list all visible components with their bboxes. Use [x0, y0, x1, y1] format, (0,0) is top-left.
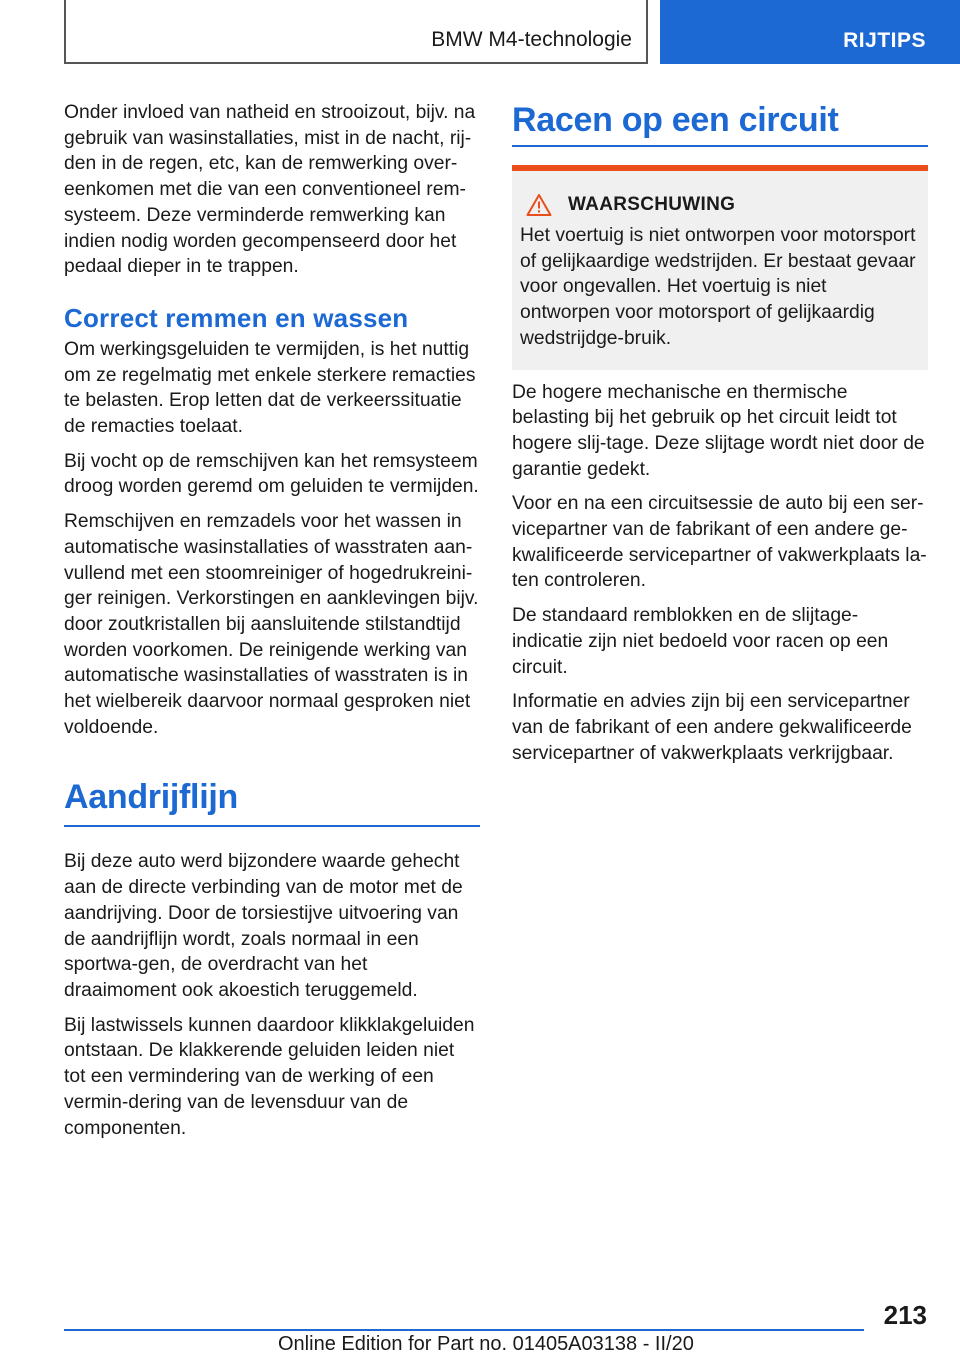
paragraph: Informatie en advies zijn bij een servicepartner van de fabrikant of een andere gekwalificeerde servicepartner of vakwerkplaats verkrijgbaar.: [512, 691, 912, 764]
heading-rule: [512, 145, 928, 147]
header-box: [64, 0, 648, 64]
paragraph: Om werkingsgeluiden te vermijden, is het nuttig om ze regelmatig met enkele sterkere remacties te belasten. Erop letten dat de verkeerssituatie de remacties toelaat.: [64, 338, 476, 438]
right-column: [512, 100, 928, 775]
paragraph: De hogere mechanische en thermische belasting bij het gebruik op het circuit leidt tot hogere slij-tage. Deze slijtage wordt niet door de garantie gedekt.: [512, 381, 925, 480]
footer-rule: [64, 1329, 864, 1331]
subheading-correct-remmen: Correct remmen en wassen: [64, 302, 409, 333]
warning-header: [520, 193, 918, 217]
paragraph: Remschijven en remzadels voor het wassen in automatische wasinstallaties of wasstraten aan-vullend met een stoomreiniger of hogedrukreini-ger reinigen. Verkorstingen en aanklevingen bijv. door zoutkristallen bij aansluitende stilstandtijd worden voorkomen. De reinigende werking van automatische wasinstallaties of wasstraten is in het wielbereik daarvoor normaal gesproken niet voldoende.: [64, 511, 479, 738]
paragraph: Voor en na een circuitsessie de auto bij een ser-vicepartner van de fabrikant of een andere ge-kwalificeerde servicepartner of vakwerkplaats la-ten controleren.: [512, 493, 927, 592]
section-heading-racen: Racen op een circuit: [512, 101, 839, 139]
paragraph: Bij lastwissels kunnen daardoor klikklakgeluiden ontstaan. De klakkerende geluiden leiden niet tot een vermindering van de werking of een vermin-dering van de levensduur van de componenten.: [64, 1014, 475, 1139]
warning-box: [512, 165, 928, 370]
warning-triangle-icon: [526, 193, 552, 217]
section-tab[interactable]: RIJTIPS: [660, 0, 960, 64]
warning-text: Het voertuig is niet ontworpen voor motorsport of gelijkaardige wedstrijden. Er bestaat gevaar voor ongevallen. Het voertuig is niet ontworpen voor motorsport of gelijkaardig wedstrijdge-bruik.: [520, 225, 916, 349]
page-number: 213: [883, 1300, 927, 1330]
paragraph: Bij deze auto werd bijzondere waarde gehecht aan de directe verbinding van de motor met de aandrijving. Door de torsiestijve uitvoering van de aandrijflijn wordt, zoals normaal in een sportwa-gen, de overdracht van het draaimoment ook akoestich teruggemeld.: [64, 851, 463, 1001]
edition-footer: Online Edition for Part no. 01405A03138 - II/20: [278, 1333, 694, 1355]
section-heading-aandrijflijn: Aandrijflijn: [64, 778, 238, 817]
paragraph: De standaard remblokken en de slijtage-indicatie zijn niet bedoeld voor racen op een circuit.: [512, 605, 889, 678]
paragraph: Bij vocht op de remschijven kan het remsysteem droog worden geremd om geluiden te vermijden.: [64, 450, 479, 498]
intro-paragraph: Onder invloed van natheid en strooizout, bijv. na gebruik van wasinstallaties, mist in de nacht, rij-den in de regen, etc, kan de remwerking over-eenkomen met die van een conventioneel rem-systeem. Deze verminderde remwerking kan indien nodig worden gecompenseerd door het pedaal dieper in te trappen.: [64, 102, 476, 278]
warning-title: WAARSCHUWING: [568, 194, 736, 215]
document-title: BMW M4-technologie: [431, 28, 632, 51]
left-column: [64, 100, 480, 1150]
